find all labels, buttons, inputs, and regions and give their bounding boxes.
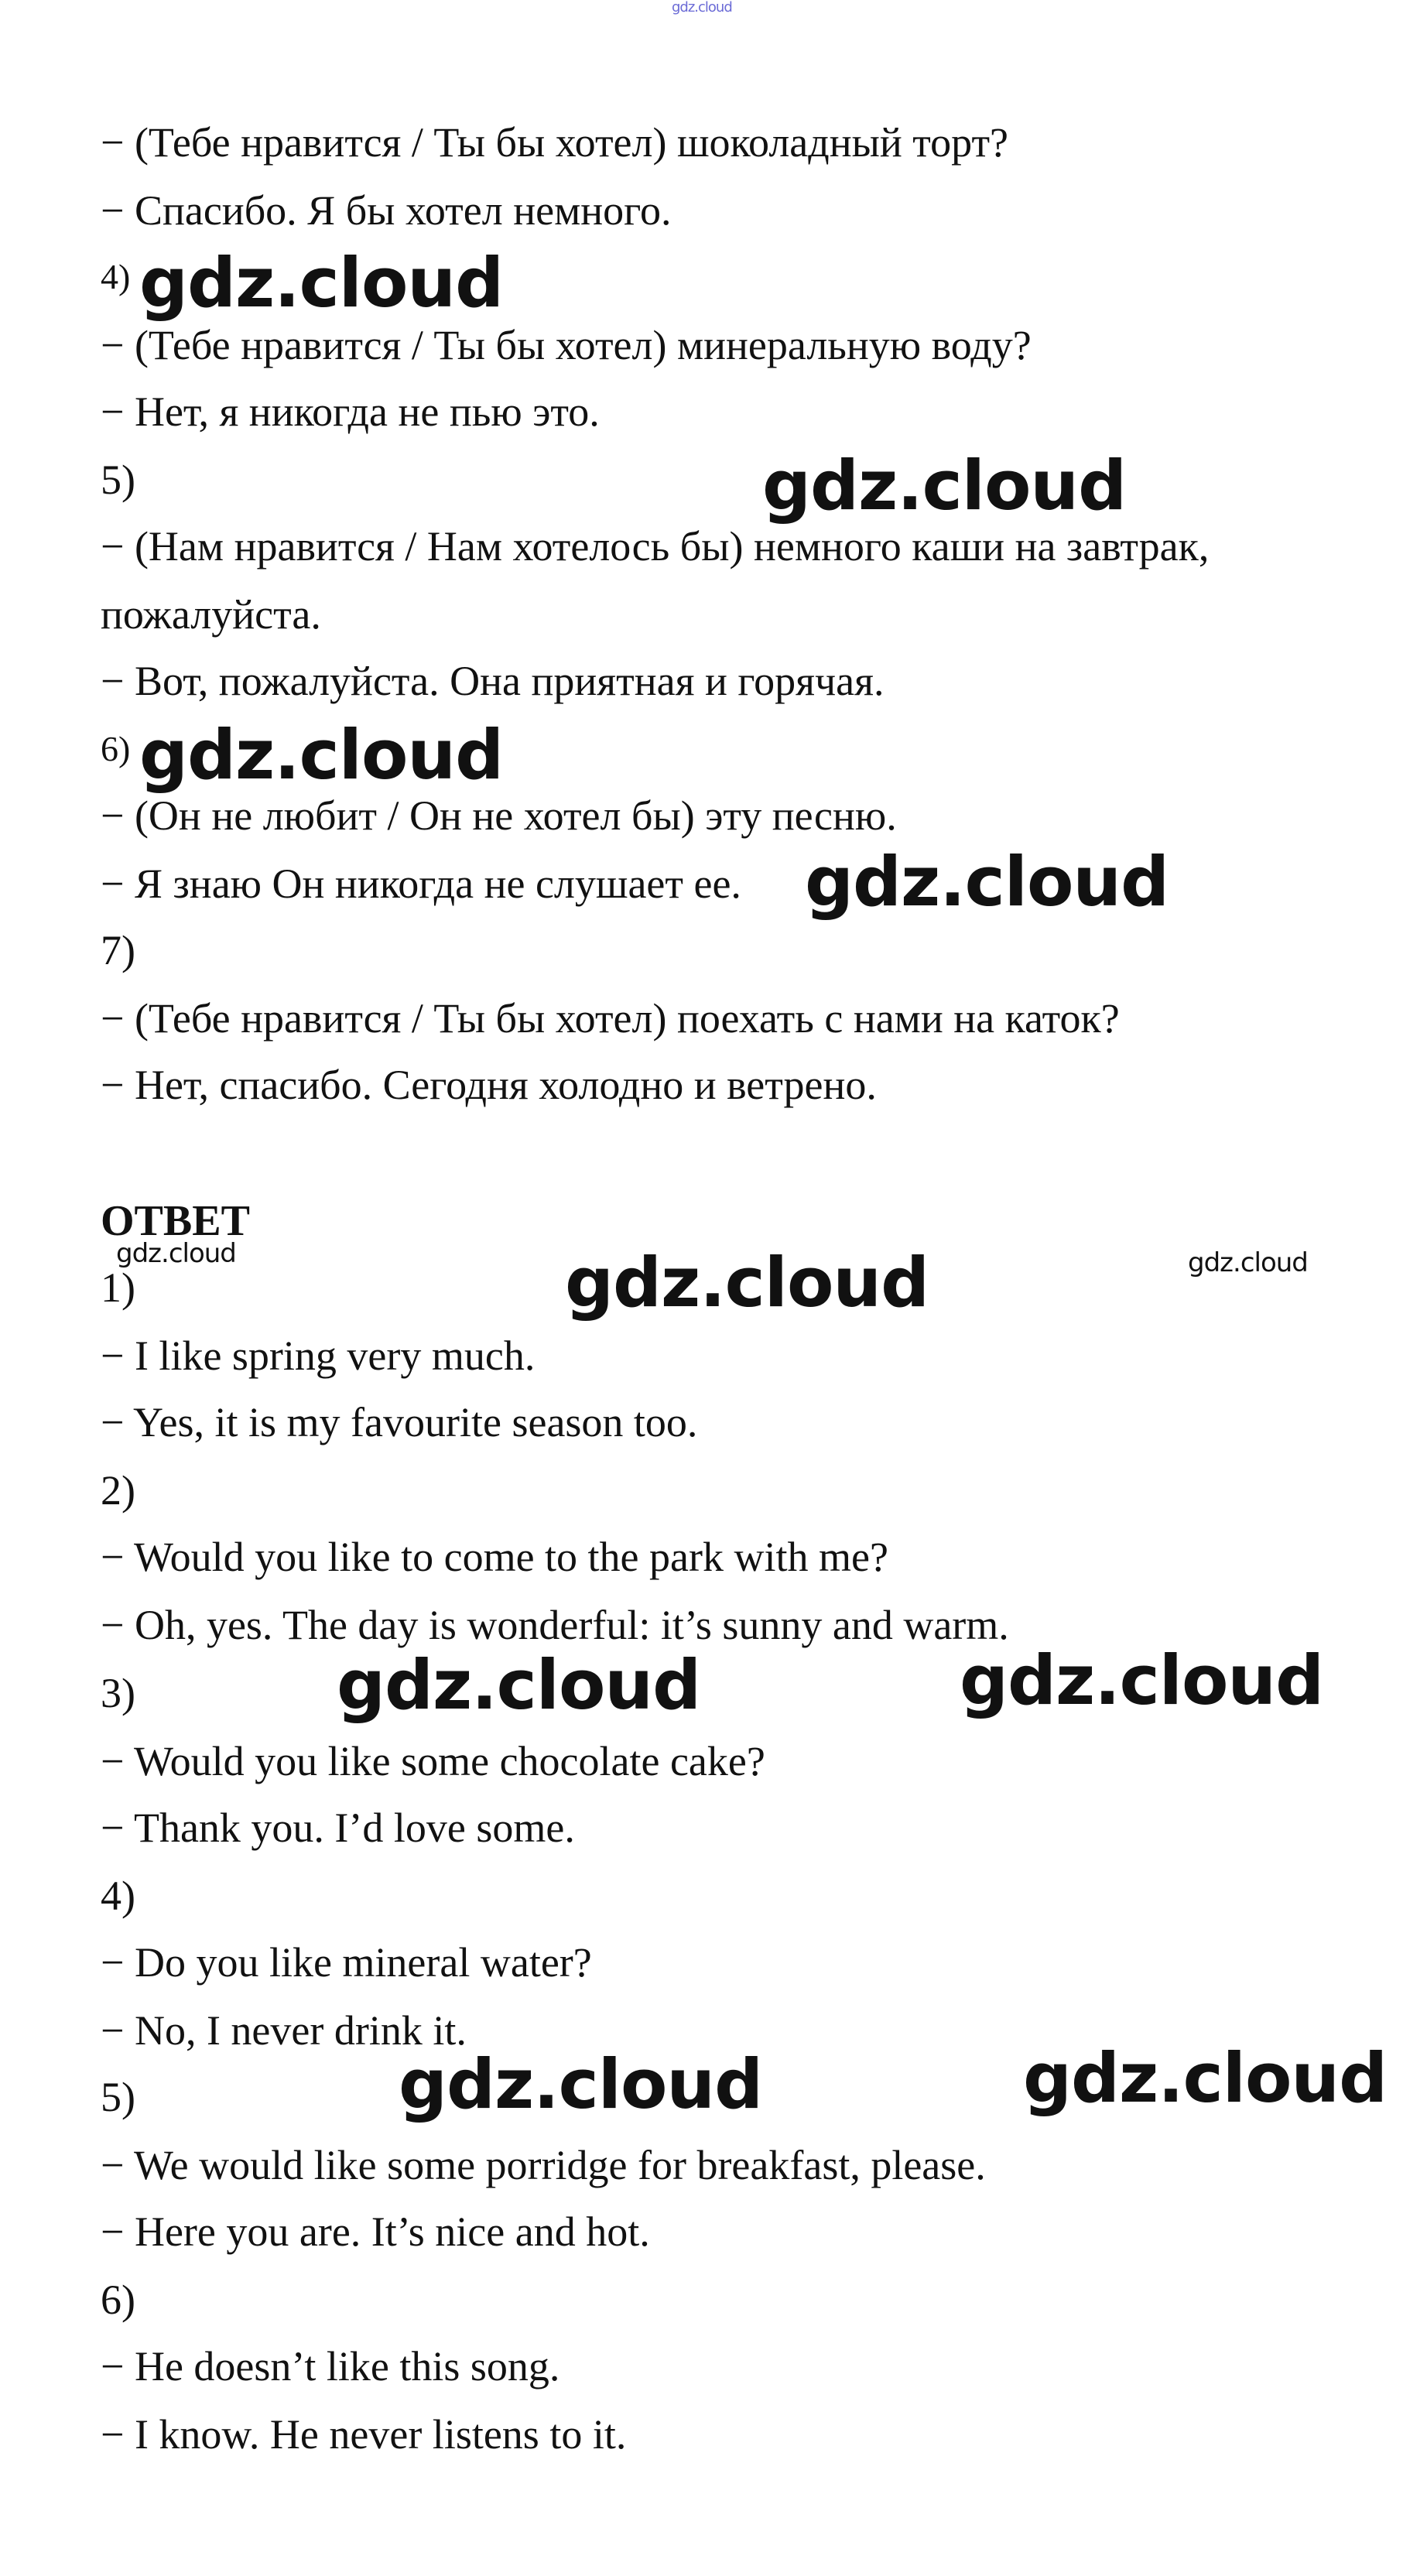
watermark: gdz.cloud <box>805 842 1169 922</box>
text-line: − Нет, я никогда не пью это. <box>101 388 600 435</box>
item-number: 1) <box>101 1264 135 1311</box>
text-line: − He doesn’t like this song. <box>101 2343 560 2390</box>
text-line: − Do you like mineral water? <box>101 1939 592 1986</box>
text-line: − Oh, yes. The day is wonderful: it’s sunny and warm. <box>101 1602 1009 1648</box>
item-number: 5) <box>101 2074 135 2120</box>
item-number: 6) <box>101 2277 135 2323</box>
item-number: 7) <box>101 927 135 973</box>
text-line: − Yes, it is my favourite season too. <box>101 1399 698 1445</box>
watermark: gdz.cloud <box>399 2044 763 2124</box>
text-line: − (Тебе нравится / Ты бы хотел) шоколадный торт? <box>101 119 1009 166</box>
item-number: 4) <box>101 1873 135 1919</box>
text-line: − I like spring very much. <box>101 1332 536 1379</box>
text-line: − Would you like to come to the park with me? <box>101 1534 888 1580</box>
item-number: 6) <box>101 729 131 768</box>
text-line: − Я знаю Он никогда не слушает ее. <box>101 860 741 907</box>
item-number: 3) <box>101 1670 135 1716</box>
text-line: − Here you are. It’s nice and hot. <box>101 2208 650 2255</box>
text-line: − No, I never drink it. <box>101 2007 467 2054</box>
text-line: пожалуйста. <box>101 591 321 638</box>
watermark: gdz.cloud <box>337 1645 701 1725</box>
text-line: − We would like some porridge for breakfast, please. <box>101 2142 986 2188</box>
text-line: − Спасибо. Я бы хотел немного. <box>101 187 672 234</box>
watermark: gdz.cloud <box>139 243 504 323</box>
item-number: 5) <box>101 457 135 503</box>
text-line: − Thank you. I’d love some. <box>101 1805 575 1851</box>
watermark: gdz.cloud <box>565 1243 929 1322</box>
watermark: gdz.cloud <box>1188 1247 1308 1278</box>
text-line: − (Тебе нравится / Ты бы хотел) минеральную воду? <box>101 322 1032 368</box>
text-line: − Вот, пожалуйста. Она приятная и горячая. <box>101 658 885 704</box>
watermark: gdz.cloud <box>139 715 504 795</box>
answer-heading: ОТВЕТ <box>101 1197 250 1245</box>
text-line: − I know. He never listens to it. <box>101 2411 627 2458</box>
watermark-top: gdz.cloud <box>672 0 732 15</box>
item-number: 2) <box>101 1467 135 1514</box>
text-line: − (Он не любит / Он не хотел бы) эту песню. <box>101 792 897 839</box>
watermark: gdz.cloud <box>116 1238 236 1269</box>
watermark: gdz.cloud <box>960 1640 1324 1720</box>
watermark: gdz.cloud <box>1023 2038 1388 2118</box>
text-line: − (Нам нравится / Нам хотелось бы) немного каши на завтрак, <box>101 523 1210 570</box>
item-number: 4) <box>101 257 131 296</box>
text-line: − (Тебе нравится / Ты бы хотел) поехать с нами на каток? <box>101 995 1120 1042</box>
watermark: gdz.cloud <box>762 446 1127 525</box>
text-line: − Нет, спасибо. Сегодня холодно и ветрено. <box>101 1062 877 1108</box>
text-line: − Would you like some chocolate cake? <box>101 1738 765 1784</box>
